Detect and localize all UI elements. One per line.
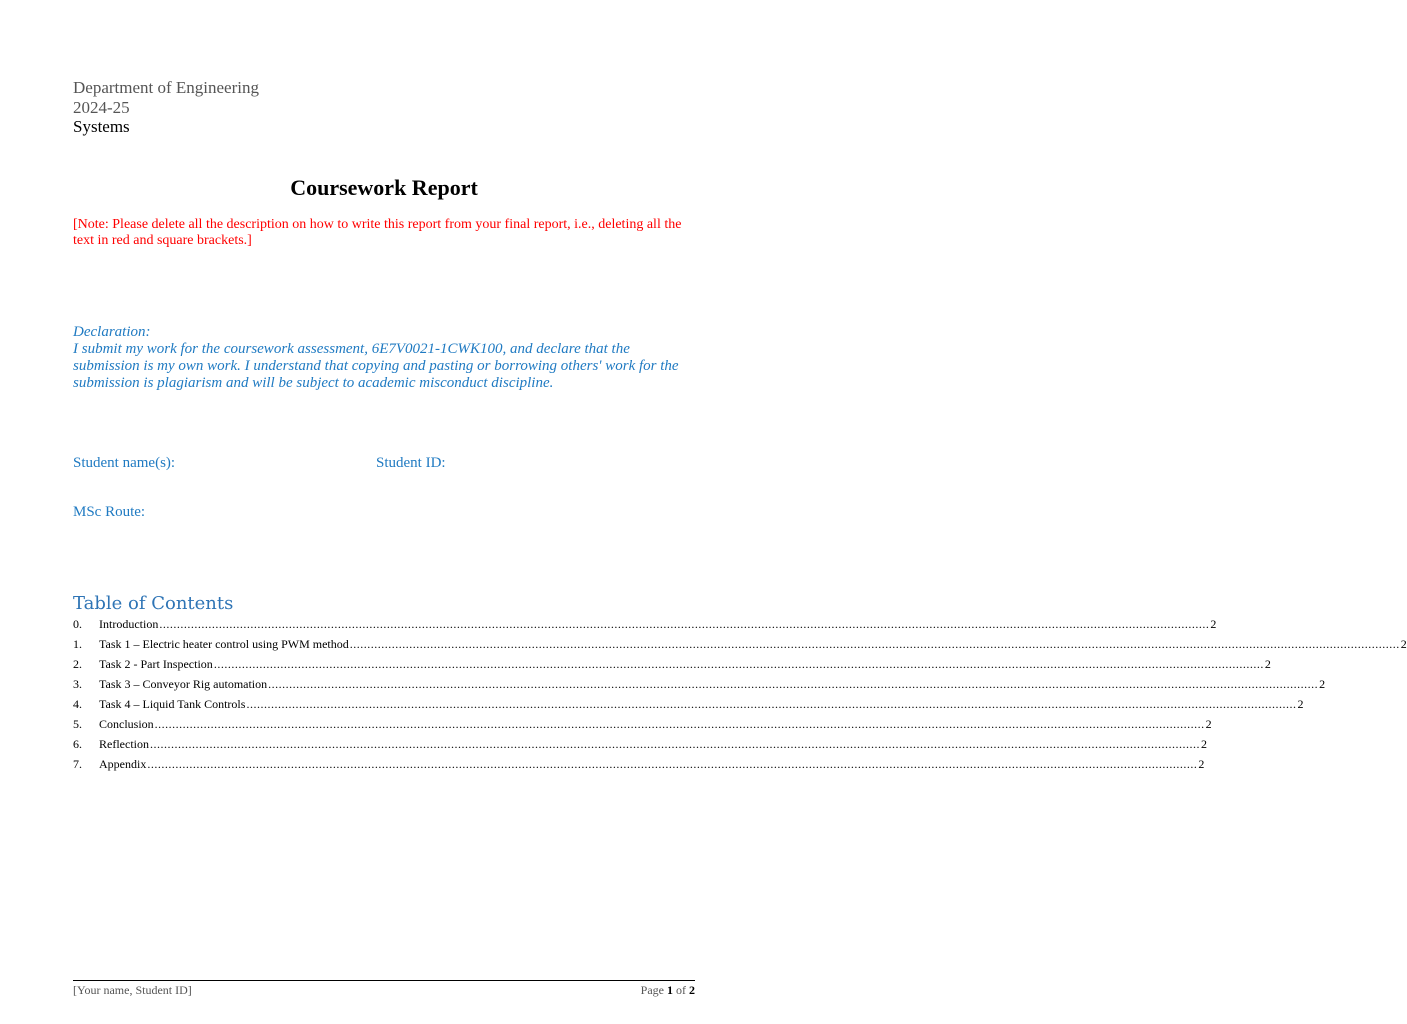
toc-leader-dots: ............................................................................................................................................................................................................................................................................................................	[349, 637, 1400, 651]
toc-entry-title: Task 4 – Liquid Tank Controls	[99, 697, 246, 711]
toc-entry[interactable]	[73, 757, 1205, 777]
page-of: of	[676, 983, 686, 997]
toc-leader-dots: ............................................................................................................................................................................................................................................................................................................	[159, 617, 1210, 631]
page-label: Page	[640, 983, 664, 997]
toc-entry-title: Task 2 - Part Inspection	[99, 657, 213, 671]
student-name-label: Student name(s):	[73, 455, 176, 471]
instruction-note: [Note: Please delete all the description on how to write this report from your final report, i.e., deleting all the text in red and square brackets.]	[73, 217, 682, 248]
toc-entry-title: Conclusion	[99, 717, 154, 731]
toc-entry-title: Appendix	[99, 757, 147, 771]
toc-entry-number: 0.	[73, 617, 82, 631]
toc-entry-page: 2	[1210, 617, 1217, 631]
toc-entry-title: Reflection	[99, 737, 149, 751]
toc-leader-dots: ............................................................................................................................................................................................................................................................................................................	[213, 657, 1264, 671]
table-of-contents	[73, 617, 1407, 777]
toc-leader-dots: ............................................................................................................................................................................................................................................................................................................	[268, 677, 1319, 691]
toc-leader-dots: ............................................................................................................................................................................................................................................................................................................	[147, 757, 1198, 771]
toc-entry-number: 6.	[73, 737, 82, 751]
footer-divider	[73, 980, 695, 981]
toc-entry[interactable]	[73, 617, 1217, 637]
page-current: 1	[667, 983, 673, 997]
toc-entry[interactable]	[73, 677, 1326, 697]
toc-entry[interactable]	[73, 657, 1271, 677]
toc-leader-dots: ............................................................................................................................................................................................................................................................................................................	[154, 717, 1205, 731]
toc-entry-number: 7.	[73, 757, 82, 771]
toc-entry-page: 2	[1400, 637, 1407, 651]
toc-heading: Table of Contents	[73, 593, 234, 614]
declaration-heading: Declaration:	[73, 324, 151, 340]
toc-entry-page: 2	[1319, 677, 1326, 691]
toc-entry-number: 2.	[73, 657, 82, 671]
report-title: Coursework Report	[290, 175, 478, 200]
toc-entry-page: 2	[1198, 757, 1205, 771]
toc-entry-page: 2	[1200, 737, 1207, 751]
toc-entry-page: 2	[1264, 657, 1271, 671]
toc-entry-page: 2	[1297, 697, 1304, 711]
toc-entry-number: 4.	[73, 697, 82, 711]
student-id-label: Student ID:	[376, 455, 446, 471]
toc-entry-number: 3.	[73, 677, 82, 691]
toc-entry-title: Task 1 – Electric heater control using PWM method	[99, 637, 349, 651]
toc-entry[interactable]	[73, 637, 1407, 657]
page-number	[641, 983, 695, 998]
declaration-body: I submit my work for the coursework assessment, 6E7V0021-1CWK100, and declare that the submission is my own work. I understand that copying and pasting or borrowing others' work for the submission is plagiarism and will be subject to academic misconduct discipline.	[73, 341, 679, 391]
declaration-block	[73, 324, 698, 392]
toc-entry-number: 1.	[73, 637, 82, 651]
toc-entry-title: Task 3 – Conveyor Rig automation	[99, 677, 268, 691]
toc-entry[interactable]	[73, 717, 1212, 737]
page-total: 2	[689, 983, 695, 997]
toc-leader-dots: ............................................................................................................................................................................................................................................................................................................	[246, 697, 1297, 711]
toc-entry[interactable]	[73, 737, 1207, 757]
header-block	[73, 78, 259, 137]
module-name: Systems	[73, 117, 130, 136]
msc-route-label: MSc Route:	[73, 504, 146, 520]
academic-year: 2024-25	[73, 97, 130, 117]
toc-entry[interactable]	[73, 697, 1304, 717]
toc-leader-dots: ............................................................................................................................................................................................................................................................................................................	[149, 737, 1200, 751]
department-name: Department of Engineering	[73, 78, 259, 97]
toc-entry-title: Introduction	[99, 617, 159, 631]
footer-author: [Your name, Student ID]	[73, 983, 192, 997]
toc-entry-number: 5.	[73, 717, 82, 731]
toc-entry-page: 2	[1205, 717, 1212, 731]
